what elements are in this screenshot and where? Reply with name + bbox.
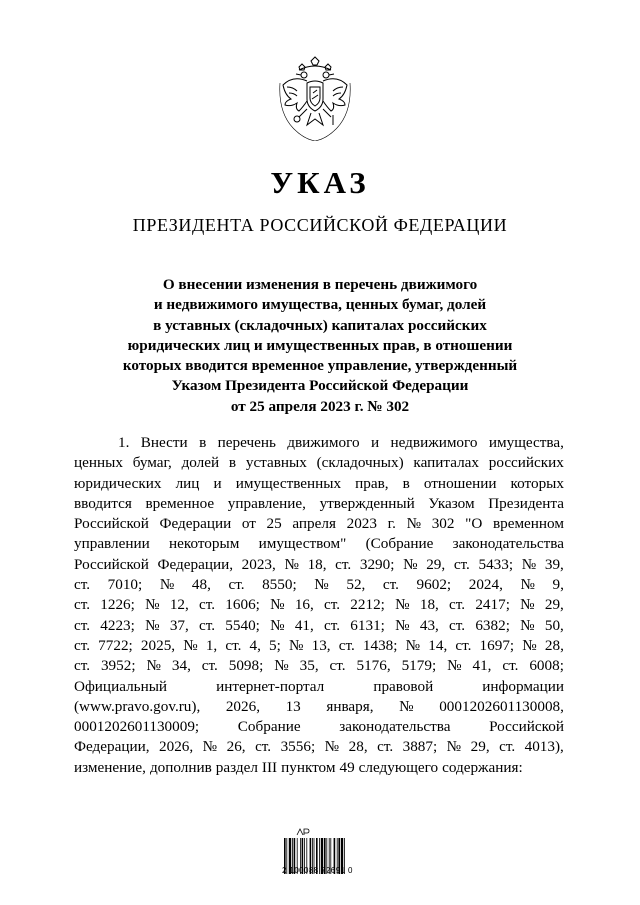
body-word: ст.: [225, 636, 242, 654]
body-word: имущественных: [235, 474, 342, 492]
body-word: пунктом: [281, 758, 336, 776]
body-word: и: [213, 474, 222, 492]
body-word: 2026,: [225, 697, 260, 715]
body-word: 29,: [544, 596, 564, 614]
body-word: управлении: [74, 535, 150, 553]
body-word: 5540;: [225, 616, 260, 634]
body-word: ст.: [377, 738, 394, 756]
body-word: 1606;: [225, 596, 260, 614]
body-word: 5433;: [478, 555, 514, 573]
body-word: недвижимого: [390, 434, 478, 451]
body-word: "О: [465, 515, 483, 533]
body-word: Российской: [74, 515, 149, 533]
body-word: имуществом": [258, 535, 347, 553]
body-word: №: [395, 596, 410, 614]
body-word: интернет-портал: [216, 677, 325, 695]
body-word: ст.: [382, 576, 399, 594]
body-word: содержания:: [442, 758, 523, 776]
body-word: капиталах: [413, 454, 479, 472]
body-word: 41,: [472, 657, 492, 675]
body-word: ст.: [201, 657, 218, 675]
body-word: 2417;: [475, 596, 510, 614]
body-word: 14,: [428, 636, 448, 654]
body-word: ст.: [74, 657, 91, 675]
body-word: российских: [488, 454, 564, 472]
body-word: которых: [510, 474, 564, 492]
body-word: №: [447, 657, 462, 675]
body-word: ст.: [335, 555, 352, 573]
body-line: [74, 737, 564, 757]
body-word: 0001202601130009;: [74, 718, 200, 736]
body-word: в: [402, 474, 410, 492]
body-word: бумаг,: [132, 454, 172, 472]
body-word: ст.: [329, 657, 346, 675]
body-word: 1,: [205, 636, 218, 654]
body-word: 4,: [249, 636, 261, 654]
body-word: ст.: [324, 616, 341, 634]
barcode-mark-icon: [296, 828, 310, 836]
body-word: №: [145, 596, 160, 614]
body-word: ст.: [502, 657, 519, 675]
body-word: раздел: [215, 758, 258, 776]
body-word: 5179;: [401, 657, 437, 675]
body-word: 34,: [171, 657, 191, 675]
body-word: 4013),: [524, 738, 564, 756]
body-word: ст.: [455, 636, 472, 654]
body-word: ст.: [255, 738, 272, 756]
body-line: [74, 433, 564, 453]
body-word: Российской: [489, 718, 564, 736]
body-word: №: [270, 596, 285, 614]
body-word: №: [520, 616, 535, 634]
body-word: Официальный: [74, 677, 168, 695]
body-word: №: [159, 576, 175, 594]
body-word: 5098;: [228, 657, 264, 675]
body-word: №: [274, 657, 289, 675]
body-word: 6382;: [475, 616, 510, 634]
body-word: 5176,: [356, 657, 391, 675]
body-line: [74, 453, 564, 473]
body-word: следующего: [358, 758, 439, 776]
body-word: 6131;: [350, 616, 385, 634]
body-line: [74, 514, 564, 534]
body-word: (складочных): [316, 454, 404, 472]
body-word: ст.: [453, 555, 470, 573]
body-word: ст.: [449, 616, 466, 634]
body-word: ст.: [324, 596, 341, 614]
body-word: 1697;: [479, 636, 515, 654]
body-word: №: [446, 738, 462, 756]
body-word: №: [521, 555, 537, 573]
body-word: ст.: [499, 738, 516, 756]
body-word: ценных: [74, 454, 123, 472]
body-word: законодательства: [452, 535, 564, 553]
body-word: 4223;: [100, 616, 135, 634]
body-word: ст.: [449, 596, 466, 614]
body-word: Федерации,: [157, 555, 234, 573]
body-word: 29,: [426, 555, 446, 573]
body-word: Федерации: [159, 515, 232, 533]
body-word: ст.: [74, 636, 91, 654]
body-word: 1.: [118, 434, 130, 451]
body-line: [74, 595, 564, 615]
body-line: [74, 697, 564, 717]
body-word: 41,: [294, 616, 314, 634]
body-word: 37,: [169, 616, 189, 634]
body-word: имущества,: [488, 434, 564, 451]
body-word: №: [288, 636, 304, 654]
body-word: управление,: [227, 494, 306, 512]
body-word: №: [314, 576, 329, 594]
body-word: перечень: [217, 434, 276, 451]
heading-line: Указом Президента Российской Федерации: [171, 377, 469, 395]
body-word: 1226;: [100, 596, 135, 614]
body-word: отношении: [423, 474, 497, 492]
body-word: №: [284, 555, 299, 573]
body-word: уставных: [245, 454, 307, 472]
heading-line: О внесении изменения в перечень движимого: [162, 276, 478, 293]
body-word: 3887;: [402, 738, 438, 756]
body-word: 50,: [544, 616, 564, 634]
body-word: №: [202, 738, 218, 756]
body-word: 9,: [552, 576, 564, 594]
body-word: 18,: [419, 596, 439, 614]
body-word: некоторым: [169, 535, 240, 553]
body-word: №: [183, 636, 198, 654]
body-line: [74, 616, 564, 636]
body-word: Указом: [428, 494, 475, 512]
body-word: 49: [339, 758, 355, 776]
body-word: прав,: [355, 474, 389, 492]
decree-heading: [80, 275, 560, 417]
body-word: и: [370, 434, 380, 451]
body-word: №: [405, 636, 421, 654]
body-word: изменение,: [74, 758, 146, 776]
body-word: Федерации,: [74, 738, 150, 756]
body-word: 8550;: [262, 576, 297, 594]
body-word: 2025,: [140, 636, 176, 654]
body-line: [74, 717, 564, 737]
body-word: 7010;: [107, 576, 143, 594]
body-word: ст.: [74, 596, 91, 614]
body-word: 48,: [191, 576, 211, 594]
body-word: 0001202601130008,: [439, 697, 564, 715]
body-word: 302: [431, 515, 455, 533]
document-subtitle: ПРЕЗИДЕНТА РОССИЙСКОЙ ФЕДЕРАЦИИ: [132, 215, 508, 235]
body-word: Российской: [74, 555, 149, 573]
body-word: 6008;: [529, 657, 564, 675]
coat-of-arms-icon: [277, 55, 353, 141]
body-word: лиц: [175, 474, 200, 492]
body-word: 2023,: [241, 555, 276, 573]
heading-line: юридических лиц и имущественных прав, в отношении: [127, 336, 513, 354]
body-word: 5;: [269, 636, 281, 654]
body-word: юридических: [74, 474, 162, 492]
barcode-number: 2 100088 72691 0: [282, 866, 353, 875]
body-line: [74, 758, 564, 778]
body-line: [74, 636, 564, 656]
body-word: ст.: [338, 636, 355, 654]
body-word: от: [241, 515, 256, 533]
decree-body-paragraph: [74, 433, 564, 778]
body-word: 35,: [299, 657, 319, 675]
body-line: [74, 494, 564, 514]
body-word: 3290;: [359, 555, 395, 573]
body-word: №: [520, 596, 535, 614]
body-word: №: [403, 555, 418, 573]
body-line: [74, 677, 564, 697]
body-word: утвержденный: [319, 494, 415, 512]
body-word: ст.: [199, 616, 216, 634]
body-word: г.: [387, 515, 396, 533]
body-word: временном: [492, 515, 564, 533]
body-word: 29,: [470, 738, 490, 756]
body-word: №: [146, 657, 161, 675]
body-word: в: [228, 454, 237, 472]
body-word: №: [406, 515, 422, 533]
body-word: долей: [181, 454, 220, 472]
body-word: №: [520, 576, 535, 594]
body-word: 2023: [346, 515, 377, 533]
body-word: 39,: [544, 555, 564, 573]
body-word: III: [261, 758, 278, 776]
body-word: ст.: [199, 596, 216, 614]
body-line: [74, 555, 564, 575]
body-word: Собрание: [237, 718, 301, 736]
body-word: №: [324, 738, 340, 756]
body-word: 7722;: [98, 636, 133, 654]
body-word: 9602;: [416, 576, 452, 594]
body-word: 3952;: [100, 657, 136, 675]
heading-line: от 25 апреля 2023 г. № 302: [230, 397, 410, 415]
body-word: вводится: [74, 494, 132, 512]
heading-line: в уставных (складочных) капиталах российских: [153, 316, 487, 334]
body-word: №: [145, 616, 160, 634]
body-word: 26,: [226, 738, 246, 756]
body-word: в: [199, 434, 207, 451]
body-word: ст.: [74, 616, 91, 634]
body-line: [74, 474, 564, 494]
body-word: (www.pravo.gov.ru),: [74, 697, 201, 715]
body-line: [74, 534, 564, 554]
body-word: №: [395, 616, 410, 634]
body-word: №: [270, 616, 285, 634]
body-word: ст.: [228, 576, 245, 594]
body-word: 2024,: [468, 576, 503, 594]
body-word: №: [399, 697, 414, 715]
body-line: [74, 656, 564, 676]
body-word: ст.: [74, 576, 91, 594]
body-word: 16,: [294, 596, 314, 614]
body-line: [74, 575, 564, 595]
body-word: движимого: [287, 434, 360, 451]
body-word: 25: [266, 515, 282, 533]
body-word: 43,: [419, 616, 439, 634]
body-word: Президента: [488, 494, 564, 512]
body-word: 13,: [311, 636, 331, 654]
body-word: правовой: [373, 677, 434, 695]
heading-line: и недвижимого имущества, ценных бумаг, долей: [153, 296, 487, 314]
body-word: законодательства: [339, 718, 451, 736]
heading-line: которых вводится временное управление, утвержденный: [122, 357, 518, 375]
body-word: 3556;: [280, 738, 316, 756]
body-word: 28,: [544, 636, 564, 654]
body-word: (Собрание: [365, 535, 434, 553]
body-word: 12,: [169, 596, 189, 614]
body-word: Внести: [140, 434, 188, 451]
body-word: января,: [326, 697, 374, 715]
body-word: временное: [145, 494, 215, 512]
body-word: информации: [482, 677, 564, 695]
body-word: 2212;: [350, 596, 385, 614]
body-word: 28,: [348, 738, 368, 756]
body-word: №: [522, 636, 537, 654]
body-word: апреля: [292, 515, 336, 533]
body-word: 1438;: [362, 636, 398, 654]
document-title: УКАЗ: [270, 165, 370, 200]
body-word: 18,: [307, 555, 327, 573]
body-word: дополнив: [149, 758, 212, 776]
body-word: 52,: [346, 576, 366, 594]
body-word: 13: [285, 697, 301, 715]
body-word: 2026,: [159, 738, 194, 756]
